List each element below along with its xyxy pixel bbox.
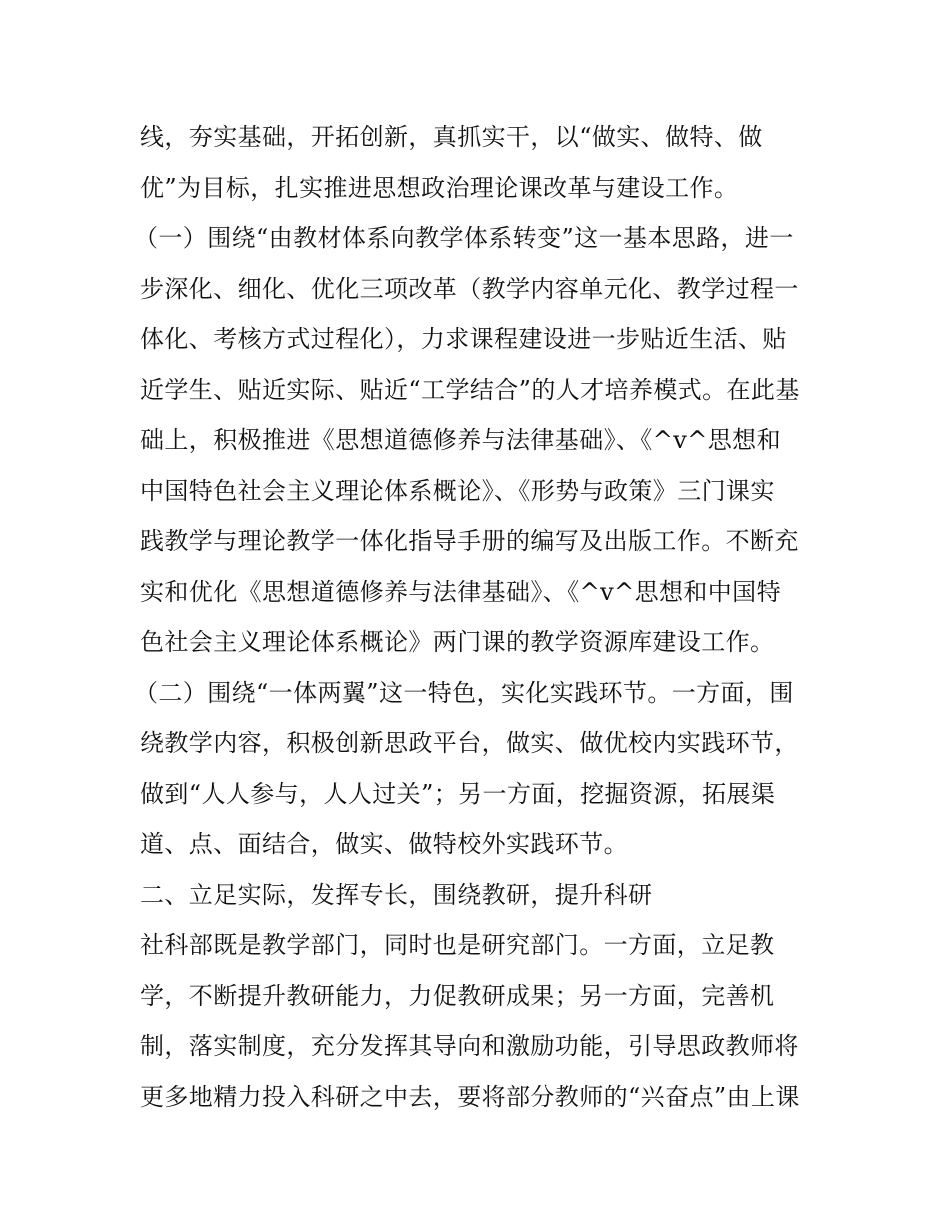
- text-line: 践教学与理论教学一体化指导手册的编写及出版工作。不断充: [140, 527, 799, 555]
- text-line: 绕教学内容，积极创新思政平台，做实、做优校内实践环节，: [140, 729, 799, 757]
- section-heading-main-2: 二、立足实际，发挥专长，围绕教研，提升科研: [140, 880, 653, 909]
- text-line: 体化、考核方式过程化），力求课程建设进一步贴近生活、贴: [140, 325, 787, 353]
- text-line: 道、点、面结合，做实、做特校外实践环节。: [140, 830, 628, 858]
- document-body: [134, 112, 830, 1122]
- text-line: 更多地精力投入科研之中去，要将部分教师的“兴奋点”由上课: [140, 1082, 800, 1111]
- text-line: 中国特色社会主义理论体系概论》、《形势与政策》三门课实: [140, 476, 775, 505]
- section-heading-2: （二）围绕“一体两翼”这一特色，实化实践环节。一方面，围: [134, 678, 794, 707]
- text-line: 色社会主义理论体系概论》两门课的教学资源库建设工作。: [140, 628, 775, 656]
- section-heading-1: （一）围绕“由教材体系向教学体系转变”这一基本思路，进一: [134, 224, 794, 252]
- text-line: 实和优化《思想道德修养与法律基础》、《^v^思想和中国特: [140, 577, 781, 606]
- text-line: 制，落实制度，充分发挥其导向和激励功能，引导思政教师将: [140, 1032, 799, 1060]
- text-line: 社科部既是教学部门，同时也是研究部门。一方面，立足教: [140, 931, 775, 959]
- text-line: 做到“人人参与，人人过关”；另一方面，挖掘资源，拓展渠: [140, 779, 776, 808]
- text-line: 近学生、贴近实际、贴近“工学结合”的人才培养模式。在此基: [140, 375, 800, 404]
- text-line: 步深化、细化、优化三项改革（教学内容单元化、教学过程一: [140, 274, 799, 303]
- text-line: 优”为目标，扎实推进思想政治理论课改革与建设工作。: [140, 173, 739, 202]
- text-line: 础上，积极推进《思想道德修养与法律基础》、《^v^思想和: [140, 426, 781, 454]
- text-line: 学，不断提升教研能力，力促教研成果；另一方面，完善机: [140, 981, 775, 1010]
- text-line: 线，夯实基础，开拓创新，真抓实干，以“做实、做特、做: [140, 123, 763, 151]
